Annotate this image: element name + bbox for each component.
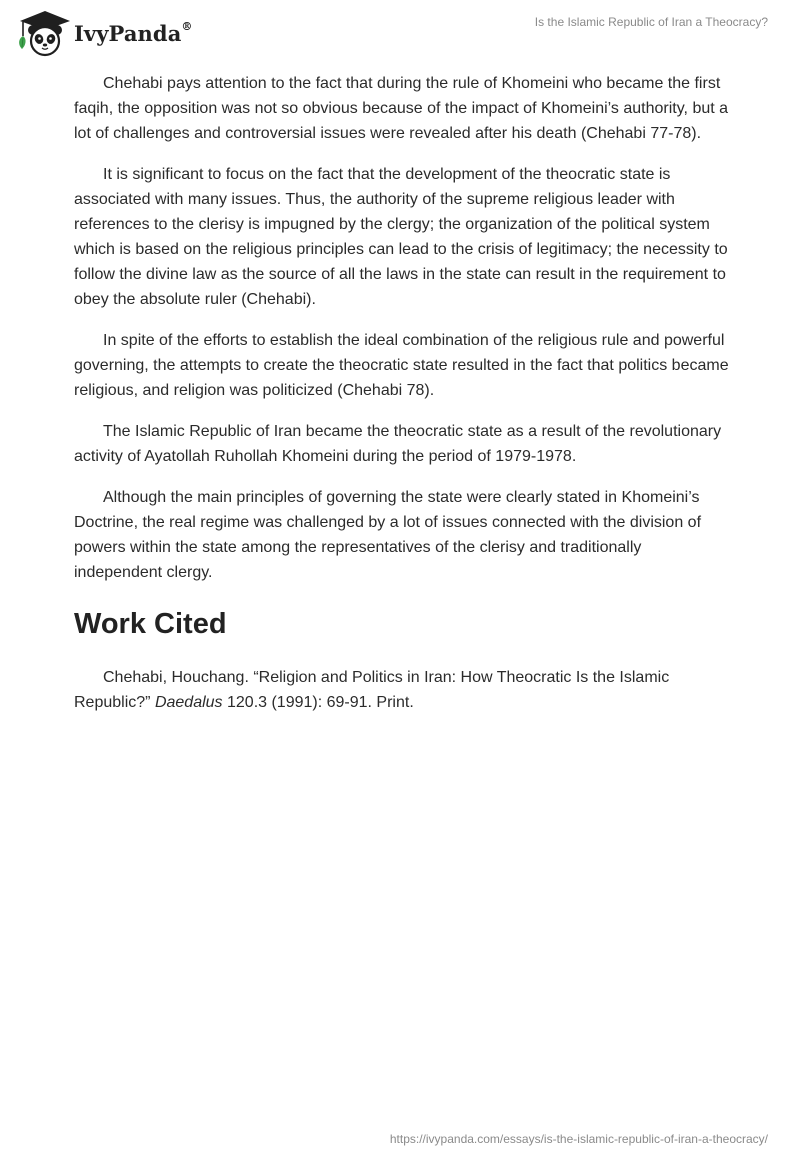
ivypanda-logo[interactable]: [14, 9, 193, 57]
body-paragraph: Chehabi pays attention to the fact that during the rule of Khomeini who became the first faqih, the opposition was not so obvious because of the impact of Khomeini’s authority, but a lot of challenges and controversial issues were revealed after his death (Chehabi 77-78).: [74, 75, 729, 142]
works-cited-heading: Work Cited: [74, 608, 227, 640]
source-url[interactable]: https://ivypanda.com/essays/is-the-islamic-republic-of-iran-a-theocracy/: [389, 1132, 768, 1146]
body-paragraph: The Islamic Republic of Iran became the theocratic state as a result of the revolutionary activity of Ayatollah Ruhollah Khomeini during the period of 1979-1978.: [74, 423, 722, 465]
page-header: [0, 0, 800, 64]
citation-entry: [74, 665, 730, 715]
essay-body: [74, 71, 730, 715]
registered-mark: ®: [181, 19, 193, 33]
body-paragraph: Although the main principles of governing the state were clearly stated in Khomeini’s Doctrine, the real regime was challenged by a lot of issues connected with the division of powers within the state among the representatives of the clerisy and traditionally independent clergy.: [74, 489, 702, 581]
body-paragraph: In spite of the efforts to establish the ideal combination of the religious rule and powerful governing, the attempts to create the theocratic state resulted in the fact that politics became religious, and religion was politicized (Chehabi 78).: [74, 332, 729, 399]
brand-name: IvyPanda®: [74, 19, 193, 46]
citation-journal: Daedalus: [154, 694, 223, 711]
citation-details: 120.3 (1991): 69-91. Print.: [222, 694, 414, 711]
panda-graduation-cap-icon: [14, 9, 72, 57]
document-title: Is the Islamic Republic of Iran a Theocracy?: [534, 15, 768, 29]
body-paragraph: It is significant to focus on the fact that the development of the theocratic state is associated with many issues. Thus, the authority of the supreme religious leader with references to the clerisy is impugned by the clergy; the organization of the political system which is based on the religious principles can lead to the crisis of legitimacy; the necessity to follow the divine law as the source of all the laws in the state can result in the requirement to obey the absolute ruler (Chehabi).: [74, 166, 728, 308]
citation-text: Chehabi, Houchang. “Religion and Politics in Iran: How Theocratic Is the Islamic Republic?”: [74, 669, 670, 711]
